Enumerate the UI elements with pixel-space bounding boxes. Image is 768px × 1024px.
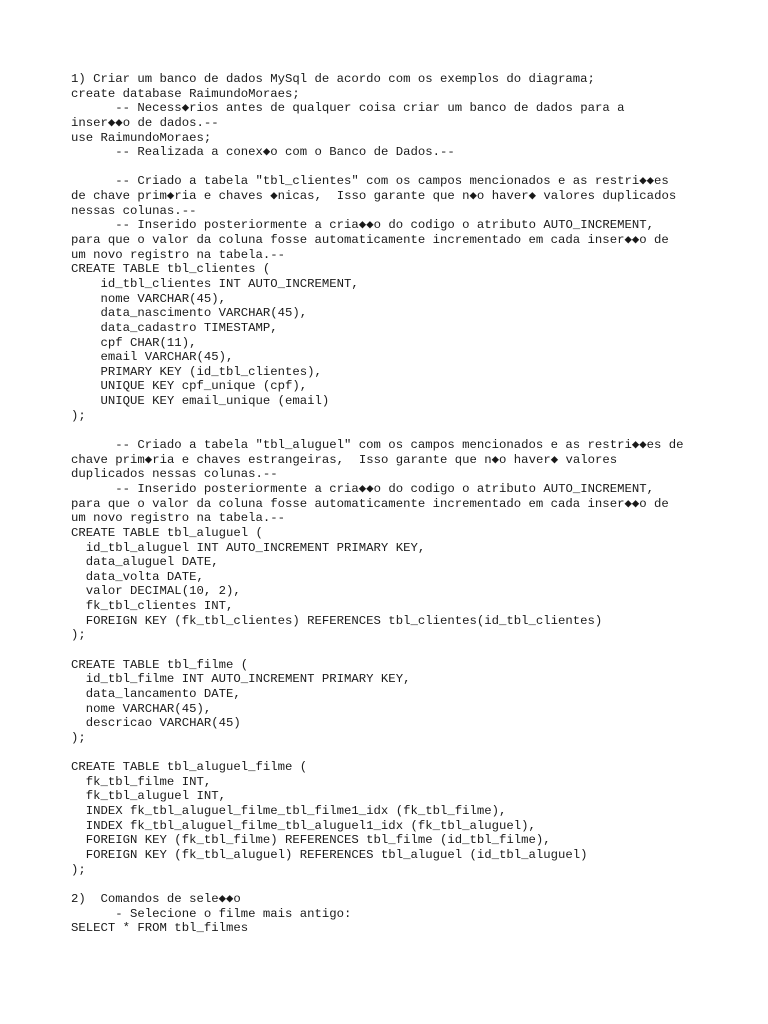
document-line: use RaimundoMoraes; [71, 130, 212, 145]
document-line: CREATE TABLE tbl_aluguel_filme ( [71, 760, 308, 775]
document-line: -- Criado a tabela "tbl_clientes" com os campos mencionados e as restri◆◆es [71, 174, 669, 189]
document-line: 2) Comandos de sele◆◆o [71, 891, 241, 906]
document-line [71, 423, 751, 438]
document-line: inser◆◆o de dados.-- [71, 115, 219, 130]
document-line: -- Inserido posteriormente a cria◆◆o do codigo o atributo AUTO_INCREMENT, [71, 218, 655, 233]
document-line: fk_tbl_aluguel INT, [71, 789, 226, 804]
document-line: FOREIGN KEY (fk_tbl_clientes) REFERENCES tbl_clientes(id_tbl_clientes) [71, 613, 603, 628]
document-line: cpf CHAR(11), [71, 335, 197, 350]
document-line: valor DECIMAL(10, 2), [71, 584, 241, 599]
document-line: ); [71, 862, 86, 877]
document-line: fk_tbl_filme INT, [71, 774, 212, 789]
document-line: UNIQUE KEY email_unique (email) [71, 394, 330, 409]
document-line [71, 877, 751, 892]
document-line: ); [71, 408, 86, 423]
document-line: data_volta DATE, [71, 569, 204, 584]
document-line: FOREIGN KEY (fk_tbl_aluguel) REFERENCES tbl_aluguel (id_tbl_aluguel) [71, 847, 588, 862]
document-line: CREATE TABLE tbl_filme ( [71, 657, 249, 672]
document-line: CREATE TABLE tbl_clientes ( [71, 262, 271, 277]
document-line: INDEX fk_tbl_aluguel_filme_tbl_filme1_idx (fk_tbl_filme), [71, 804, 507, 819]
document-line: id_tbl_filme INT AUTO_INCREMENT PRIMARY KEY, [71, 672, 411, 687]
document-text [71, 72, 751, 936]
document-line: para que o valor da coluna fosse automaticamente incrementado em cada inser◆◆o de [71, 233, 669, 248]
document-line: data_cadastro TIMESTAMP, [71, 320, 278, 335]
document-line: nome VARCHAR(45), [71, 701, 212, 716]
document-line: para que o valor da coluna fosse automaticamente incrementado em cada inser◆◆o de [71, 496, 669, 511]
document-line: UNIQUE KEY cpf_unique (cpf), [71, 379, 308, 394]
document-line: -- Criado a tabela "tbl_aluguel" com os campos mencionados e as restri◆◆es de [71, 438, 684, 453]
document-line: create database RaimundoMoraes; [71, 86, 300, 101]
document-line: -- Inserido posteriormente a cria◆◆o do codigo o atributo AUTO_INCREMENT, [71, 481, 655, 496]
document-line: duplicados nessas colunas.-- [71, 467, 278, 482]
document-line: 1) Criar um banco de dados MySql de acordo com os exemplos do diagrama; [71, 72, 595, 86]
document-line: data_lancamento DATE, [71, 686, 241, 701]
document-line: descricao VARCHAR(45) [71, 716, 241, 731]
document-line: chave prim◆ria e chaves estrangeiras, Isso garante que n◆o haver◆ valores [71, 452, 618, 467]
document-line [71, 160, 751, 175]
document-line: email VARCHAR(45), [71, 350, 234, 365]
document-line [71, 745, 751, 760]
document-line: id_tbl_aluguel INT AUTO_INCREMENT PRIMARY KEY, [71, 540, 426, 555]
document-line: um novo registro na tabela.-- [71, 247, 286, 262]
document-line: PRIMARY KEY (id_tbl_clientes), [71, 364, 322, 379]
document-line: nome VARCHAR(45), [71, 291, 226, 306]
document-line: fk_tbl_clientes INT, [71, 599, 234, 614]
document-line: -- Realizada a conex◆o com o Banco de Dados.-- [71, 145, 455, 160]
document-line [71, 643, 751, 658]
document-line: um novo registro na tabela.-- [71, 511, 286, 526]
document-line: data_nascimento VARCHAR(45), [71, 306, 308, 321]
document-line: nessas colunas.-- [71, 203, 197, 218]
document-line: -- Necess◆rios antes de qualquer coisa criar um banco de dados para a [71, 101, 625, 116]
document-line: FOREIGN KEY (fk_tbl_filme) REFERENCES tbl_filme (id_tbl_filme), [71, 833, 551, 848]
document-line: - Selecione o filme mais antigo: [71, 906, 352, 921]
document-line: INDEX fk_tbl_aluguel_filme_tbl_aluguel1_idx (fk_tbl_aluguel), [71, 818, 536, 833]
document-line: id_tbl_clientes INT AUTO_INCREMENT, [71, 276, 359, 291]
document-line: ); [71, 628, 86, 643]
document-line: SELECT * FROM tbl_filmes [71, 921, 249, 936]
document-line: CREATE TABLE tbl_aluguel ( [71, 525, 263, 540]
document-line: ); [71, 730, 86, 745]
document-line: data_aluguel DATE, [71, 555, 219, 570]
document-line: de chave prim◆ria e chaves ◆nicas, Isso garante que n◆o haver◆ valores duplicados [71, 189, 677, 204]
